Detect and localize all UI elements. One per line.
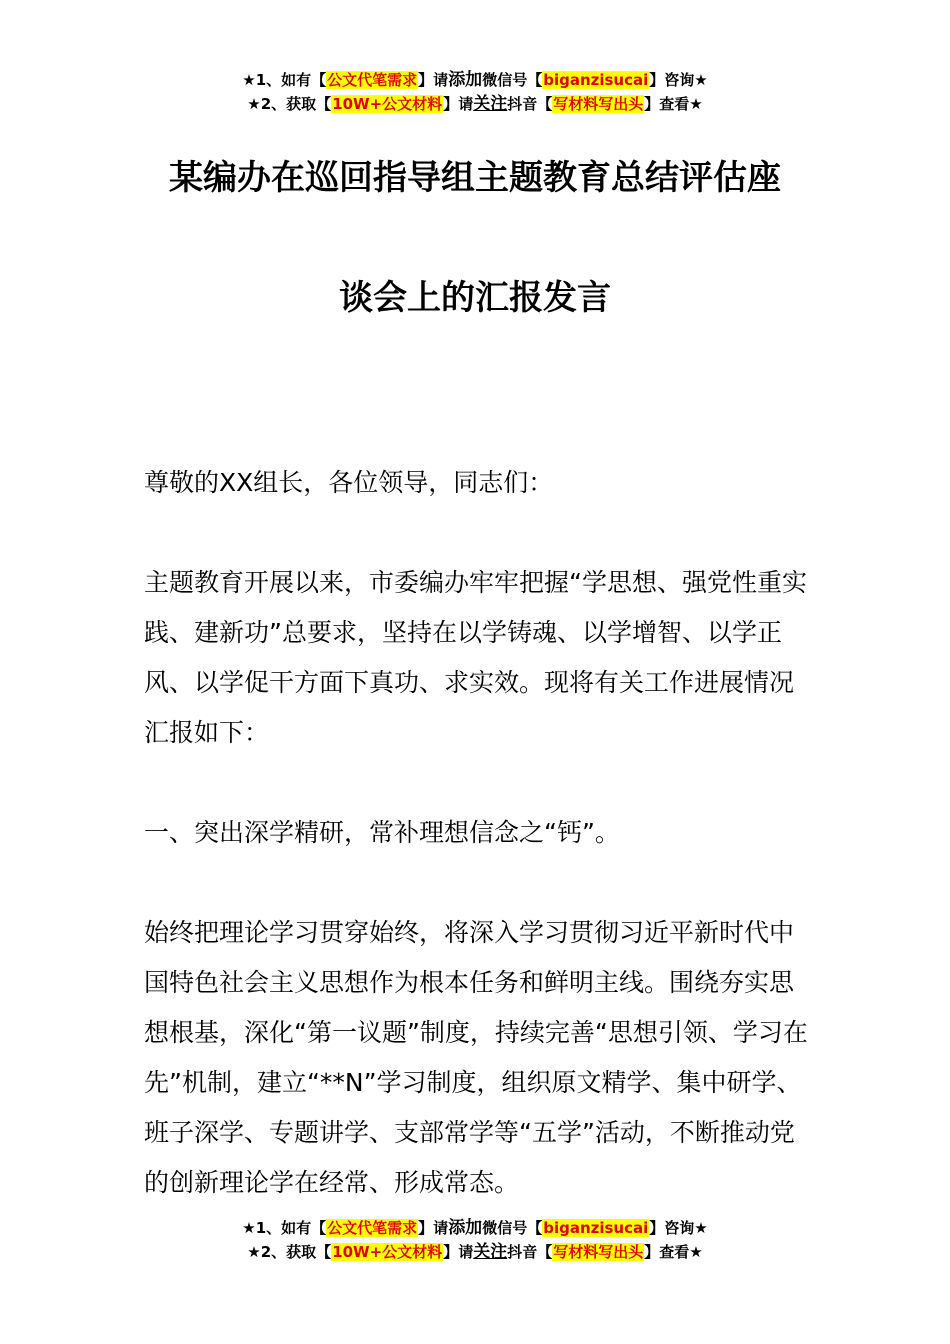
promo-text: 抖音【 bbox=[507, 1243, 553, 1261]
promo-text: 】请 bbox=[443, 1243, 474, 1261]
promo-banner-bottom bbox=[0, 1216, 950, 1264]
promo-text: 微信号【 bbox=[482, 71, 543, 89]
promo-line-2 bbox=[0, 92, 950, 116]
promo-text: ★1、如有【 bbox=[242, 71, 327, 89]
document-body bbox=[144, 458, 808, 1208]
promo-wechat-id: biganzisucai bbox=[543, 1219, 649, 1237]
promo-highlight: 公文代笔需求 bbox=[327, 71, 418, 89]
promo-text: 】咨询★ bbox=[649, 1219, 708, 1237]
promo-text: 】咨询★ bbox=[649, 71, 708, 89]
promo-line-1 bbox=[0, 1216, 950, 1240]
promo-highlight: 10W+公文材料 bbox=[332, 95, 443, 113]
promo-text: 】请 bbox=[418, 71, 449, 89]
promo-text: ★1、如有【 bbox=[242, 1219, 327, 1237]
promo-highlight: 公文代笔需求 bbox=[327, 1219, 418, 1237]
paragraph-intro: 主题教育开展以来，市委编办牢牢把握“学思想、强党性重实践、建新功”总要求，坚持在以学铸魂、以学增智、以学正风、以学促干方面下真功、求实效。现将有关工作进展情况汇报如下： bbox=[144, 568, 807, 747]
promo-douyin-id: 写材料写出头 bbox=[553, 1243, 644, 1261]
promo-douyin-id: 写材料写出头 bbox=[553, 95, 644, 113]
promo-text: 微信号【 bbox=[482, 1219, 543, 1237]
paragraph-section-1: 始终把理论学习贯穿始终，将深入学习贯彻习近平新时代中国特色社会主义思想作为根本任务和鲜明主线。围绕夯实思想根基，深化“第一议题”制度，持续完善“思想引领、学习在先”机制，建立“**N”学习制度，组织原文精学、集中研学、班子深学、专题讲学、支部常学等“五学”活动，不断推动党的创新理论学在经常、形成常态。 bbox=[144, 918, 808, 1197]
promo-text: 】请 bbox=[418, 1219, 449, 1237]
promo-emphasis: 关注 bbox=[473, 1242, 508, 1262]
salutation: 尊敬的XX组长，各位领导，同志们： bbox=[144, 468, 554, 497]
promo-emphasis: 关注 bbox=[473, 94, 508, 114]
promo-text: ★2、获取【 bbox=[247, 95, 332, 113]
promo-wechat-id: biganzisucai bbox=[543, 71, 649, 89]
promo-text: 抖音【 bbox=[507, 95, 553, 113]
promo-emphasis: 添加 bbox=[448, 1218, 483, 1238]
document-title-line-2: 谈会上的汇报发言 bbox=[339, 278, 611, 318]
promo-text: 】请 bbox=[443, 95, 474, 113]
promo-text: ★2、获取【 bbox=[247, 1243, 332, 1261]
promo-highlight: 10W+公文材料 bbox=[332, 1243, 443, 1261]
promo-banner-top bbox=[0, 68, 950, 116]
promo-emphasis: 添加 bbox=[448, 70, 483, 90]
section-heading-1: 一、突出深学精研，常补理想信念之“钙”。 bbox=[144, 818, 620, 847]
document-title-line-1: 某编办在巡回指导组主题教育总结评估座 bbox=[169, 158, 781, 198]
promo-text: 】查看★ bbox=[644, 1243, 703, 1261]
promo-text: 】查看★ bbox=[644, 95, 703, 113]
promo-line-1 bbox=[0, 68, 950, 92]
promo-line-2 bbox=[0, 1240, 950, 1264]
